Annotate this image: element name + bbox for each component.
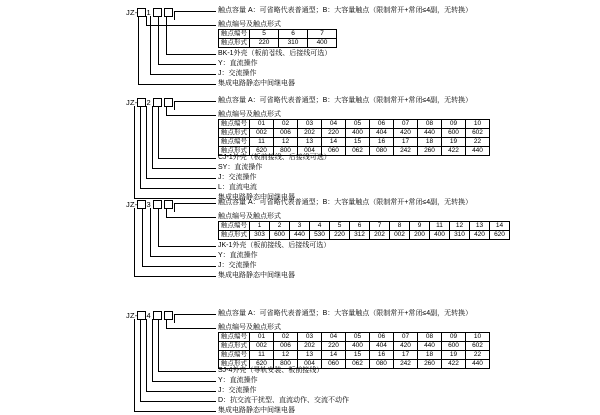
row-header: 触点编号 <box>219 138 250 147</box>
code-boxes-2 <box>153 98 173 107</box>
dash-2: - <box>134 98 138 107</box>
form-note-2: 触点编号及触点形式 <box>218 111 281 118</box>
leader <box>174 101 175 106</box>
table-row: 触点编号 11 12 13 14 15 16 17 18 19 22 <box>219 138 490 147</box>
code-boxes-1 <box>153 8 173 17</box>
shell-note-3: JK-1外壳（板前接线、后接线可选） <box>218 242 331 249</box>
leader <box>150 208 151 256</box>
leader <box>158 158 216 159</box>
leader <box>152 319 153 381</box>
leader <box>174 11 175 16</box>
leader <box>134 198 216 199</box>
table-row: 触点形式 620 800 004 060 062 080 242 260 422 440 <box>219 147 490 156</box>
leader <box>174 319 175 323</box>
table-row: 触点编号 1 2 3 4 5 6 7 8 9 11 12 13 14 <box>219 222 510 231</box>
series-number-2: 2 <box>146 98 151 107</box>
leader <box>140 188 216 189</box>
leader <box>140 106 141 188</box>
leader <box>152 381 216 382</box>
leader <box>150 16 151 74</box>
contact-table-2 <box>218 119 490 156</box>
leader <box>152 168 216 169</box>
table-row: 触点形式 002 006 202 220 400 404 420 440 600 602 <box>219 342 490 351</box>
leader <box>142 208 143 266</box>
leader <box>158 319 159 371</box>
row-header: 触点编号 <box>219 222 250 231</box>
form-note-1: 触点编号及触点形式 <box>218 21 281 28</box>
row-header: 触点编号 <box>219 351 250 360</box>
table-row: 触点形式 220 310 400 <box>219 39 337 48</box>
row-header: 触点编号 <box>219 30 250 39</box>
leader <box>174 16 175 20</box>
leader <box>166 217 216 218</box>
dash-3: - <box>134 200 138 209</box>
row-header: 触点形式 <box>219 147 250 156</box>
model-code-1: JZ - 1 <box>126 8 173 17</box>
leader <box>174 203 216 204</box>
table-row: 触点编号 5 6 7 <box>219 30 337 39</box>
leader <box>146 106 147 178</box>
leader <box>174 11 216 12</box>
leader <box>142 266 216 267</box>
row-header: 触点形式 <box>219 342 250 351</box>
leader <box>166 328 216 329</box>
leader <box>150 256 216 257</box>
dc-note-1: Y：直流操作 <box>218 60 258 67</box>
leader <box>174 208 175 212</box>
capacity-note-1: 触点容量 A：可省略代表普通型；B：大容量触点（限制常开+常闭≤4副，无转换） <box>218 7 473 14</box>
leader <box>166 16 167 54</box>
leader <box>166 106 167 115</box>
model-code-4: JZ - 4 <box>126 311 173 320</box>
leader <box>134 411 216 412</box>
leader <box>166 115 216 116</box>
leader <box>146 319 147 391</box>
row-header: 触点形式 <box>219 231 250 240</box>
leader <box>146 178 216 179</box>
leader <box>158 16 159 64</box>
leader <box>174 203 175 208</box>
dc-note-2: SY：直流操作 <box>218 164 263 171</box>
leader <box>174 314 175 319</box>
table-row: 触点编号 11 12 13 14 15 16 17 18 19 22 <box>219 351 490 360</box>
model-code-2: JZ - 2 <box>126 98 173 107</box>
ac-note-1: J：交流操作 <box>218 70 257 77</box>
leader <box>138 16 139 84</box>
leader <box>158 246 216 247</box>
leader <box>150 74 216 75</box>
leader <box>166 319 167 328</box>
leader <box>140 319 141 401</box>
leader <box>134 106 135 198</box>
dash-1: - <box>134 8 138 17</box>
leader <box>134 208 135 276</box>
dc-note-3: Y：直流操作 <box>218 252 258 259</box>
capacity-note-2: 触点容量 A：可省略代表普通型；B：大容量触点（限制常开+常闭≤4副，无转换） <box>218 97 473 104</box>
anti-ac-note-4: D：抗交流干扰型、直流动作、交流不动作 <box>218 397 350 404</box>
capacity-note-3: 触点容量 A：可省略代表普通型；B：大容量触点（限制常开+常闭≤4副，无转换） <box>218 199 473 206</box>
form-note-3: 触点编号及触点形式 <box>218 213 281 220</box>
table-row: 触点形式 620 800 004 060 062 080 242 260 422 440 <box>219 360 490 369</box>
ac-note-3: J：交流操作 <box>218 262 257 269</box>
series-number-3: 3 <box>146 200 151 209</box>
leader <box>134 319 135 411</box>
type-note-3: 集成电路静态中间继电器 <box>218 272 295 279</box>
leader <box>158 208 159 246</box>
row-header: 触点形式 <box>219 39 250 48</box>
dccurrent-note-2: L：直流电流 <box>218 184 257 191</box>
shell-note-1: BK-1外壳（板前접线、后接线可选） <box>218 50 332 57</box>
leader <box>174 101 216 102</box>
row-header: 触点形式 <box>219 129 250 138</box>
type-note-4: 集成电路静态中间继电器 <box>218 407 295 414</box>
leader <box>138 84 216 85</box>
dash-4: - <box>134 311 138 320</box>
leader <box>166 208 167 217</box>
table-row: 触点形式 002 006 202 220 400 404 420 440 600 602 <box>219 129 490 138</box>
leader <box>146 16 147 25</box>
form-note-4: 触点编号及触点形式 <box>218 324 281 331</box>
ac-note-2: J：交流操作 <box>218 174 257 181</box>
leader <box>134 276 216 277</box>
dc-note-4: Y：直流操作 <box>218 377 258 384</box>
shell-note-4: SJ-4外壳（导轨安装、板前接线） <box>218 367 324 374</box>
capacity-note-4: 触点容量 A：可省略代表普通型；B：大容量触点（限制常开+常闭≤4副，无转换） <box>218 310 473 317</box>
row-header: 触点形式 <box>219 360 250 369</box>
contact-table-3 <box>218 221 510 240</box>
row-header: 触点编号 <box>219 120 250 129</box>
leader <box>158 64 216 65</box>
leader <box>152 106 153 168</box>
leader <box>158 106 159 158</box>
leader <box>174 314 216 315</box>
leader <box>166 54 216 55</box>
table-row: 触点形式 303 600 440 530 220 312 202 002 200 400 310 420 620 <box>219 231 510 240</box>
leader <box>140 401 216 402</box>
series-number-4: 4 <box>146 311 151 320</box>
code-boxes-3 <box>153 200 173 209</box>
leader <box>174 106 175 110</box>
row-header: 触点编号 <box>219 333 250 342</box>
ac-note-4: J：交流操作 <box>218 387 257 394</box>
contact-table-4 <box>218 332 490 369</box>
series-number-1: 1 <box>146 8 151 17</box>
leader <box>146 25 216 26</box>
type-note-2: 集成电路静态中间继电器 <box>218 194 295 201</box>
leader <box>146 391 216 392</box>
table-row: 触点编号 01 02 03 04 05 06 07 08 09 10 <box>219 120 490 129</box>
shell-note-2: CJ-1外壳（板前接线、后接线可选） <box>218 154 331 161</box>
contact-table-1 <box>218 29 337 48</box>
type-note-1: 集成电路静态中间继电器 <box>218 80 295 87</box>
code-boxes-4 <box>153 311 173 320</box>
leader <box>158 371 216 372</box>
table-row: 触点编号 01 02 03 04 05 06 07 08 09 10 <box>219 333 490 342</box>
model-code-3: JZ - 3 <box>126 200 173 209</box>
